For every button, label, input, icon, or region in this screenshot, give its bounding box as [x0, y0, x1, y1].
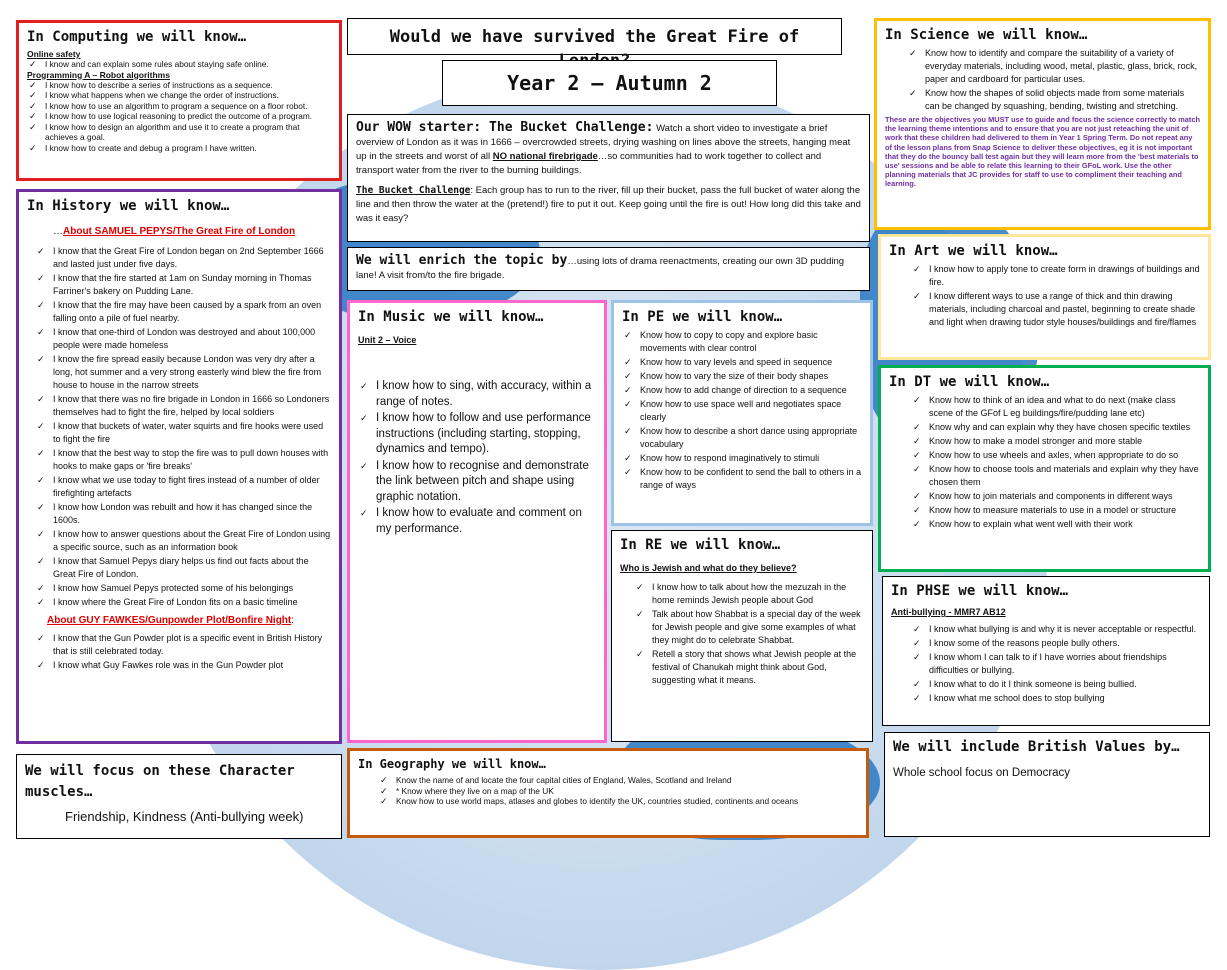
- list-item: ✓ * Know where they live on a map of the UK: [378, 786, 858, 797]
- list-item: ✓ I know different ways to use a range of thick and thin drawing materials, including charcoal and pastel, beginning to create shade and light when drawing tudor style houses/buildings and fire/flames: [911, 290, 1200, 329]
- history-heading: In History we will know…: [27, 198, 230, 214]
- re-box: [611, 530, 873, 742]
- list-item: ✓ I know and can explain some rules about staying safe online.: [27, 59, 331, 70]
- list-item: ✓ I know how to use an algorithm to program a sequence on a floor robot.: [27, 101, 331, 112]
- list-item: ✓ Know how to join materials and components in different ways: [911, 490, 1200, 503]
- list-item: ✓ Know how to think of an idea and what to do next (make class scene of the GFof L eg buildings/fire/pudding lane etc): [911, 394, 1200, 420]
- list-item: ✓ I know how to use logical reasoning to predict the outcome of a program.: [27, 111, 331, 122]
- geography-list: [378, 775, 858, 807]
- phse-list: [911, 623, 1201, 705]
- geography-heading: In Geography we will know…: [358, 757, 546, 771]
- list-item: ✓ Talk about how Shabbat is a special day of the week for Jewish people and give some examples of what they might do to celebrate Shabbat.: [634, 608, 864, 647]
- list-item: ✓ I know how to evaluate and comment on my performance.: [358, 506, 596, 537]
- character-text: Friendship, Kindness (Anti-bullying week): [65, 809, 304, 824]
- list-item: ✓ Retell a story that shows what Jewish people at the festival of Chanukah might think about God, suggesting what it means.: [634, 648, 864, 687]
- list-item: ✓ Know why and can explain why they have chosen specific textiles: [911, 421, 1200, 434]
- list-item: ✓ I know what bullying is and why it is never acceptable or respectful.: [911, 623, 1201, 636]
- list-item: ✓ I know that the fire may have been caused by a spark from an oven falling onto a pile of fuel nearby.: [35, 299, 331, 325]
- art-heading: In Art we will know…: [889, 243, 1058, 259]
- geography-box: [347, 748, 869, 838]
- wow-text-bold: NO national firebrigade: [492, 151, 598, 162]
- list-item: ✓ I know how to sing, with accuracy, within a range of notes.: [358, 379, 596, 410]
- history-box: [16, 189, 342, 744]
- list-item: ✓ Know how to make a model stronger and more stable: [911, 435, 1200, 448]
- list-item: ✓ Know how to vary the size of their body shapes: [622, 370, 862, 383]
- science-list: [907, 47, 1200, 113]
- list-item: ✓ Know how to describe a short dance using appropriate vocabulary: [622, 425, 862, 451]
- list-item: ✓ Know how to explain what went well with their work: [911, 518, 1200, 531]
- music-sub: Unit 2 – Voice: [358, 335, 417, 345]
- history-list-1: [35, 245, 331, 609]
- list-item: ✓ Know the name of and locate the four capital cities of England, Wales, Scotland and Ireland: [378, 775, 858, 786]
- wow-heading: Our WOW starter: The Bucket Challenge:: [356, 120, 654, 135]
- list-item: ✓ Know how to measure materials to use in a model or structure: [911, 504, 1200, 517]
- list-item: ✓ I know what we use today to fight fires instead of a number of older firefighting artefacts: [35, 474, 331, 500]
- music-box: [347, 300, 607, 743]
- list-item: ✓ Know how the shapes of solid objects made from some materials can be changed by squashing, bending, twisting and stretching.: [907, 87, 1200, 113]
- list-item: ✓ I know where the Great Fire of London fits on a basic timeline: [35, 596, 331, 609]
- list-item: ✓ Know how to respond imaginatively to stimuli: [622, 452, 862, 465]
- re-list: [634, 581, 864, 687]
- list-item: ✓ Know how to use wheels and axles, when appropriate to do so: [911, 449, 1200, 462]
- list-item: ✓ I know how to follow and use performance instructions (including starting, stopping, dynamics and tempo).: [358, 411, 596, 458]
- british-values-box: [884, 732, 1210, 837]
- dt-list: [911, 394, 1200, 531]
- list-item: ✓ Know how to vary levels and speed in sequence: [622, 356, 862, 369]
- list-item: ✓ I know how to design an algorithm and use it to create a program that achieves a goal.: [27, 122, 331, 143]
- list-item: ✓ I know that the Gun Powder plot is a specific event in British History that is still celebrated today.: [35, 632, 331, 658]
- list-item: ✓ Know how to use world maps, atlases and globes to identify the UK, countries studied, continents and oceans: [378, 796, 858, 807]
- history-list-2: [35, 632, 331, 672]
- list-item: ✓ I know that one-third of London was destroyed and about 100,000 people were made homeless: [35, 326, 331, 352]
- pe-heading: In PE we will know…: [622, 309, 783, 325]
- list-item: ✓ I know how to apply tone to create form in drawings of buildings and fire.: [911, 263, 1200, 289]
- computing-heading: In Computing we will know…: [27, 29, 247, 45]
- phse-sub: Anti-bullying - MMR7 AB12: [891, 607, 1006, 617]
- phse-heading: In PHSE we will know…: [891, 583, 1069, 599]
- list-item: ✓ I know what Guy Fawkes role was in the Gun Powder plot: [35, 659, 331, 672]
- list-item: ✓ I know that there was no fire brigade in London in 1666 so Londoners themselves had to fight the fire, helped by local soldiers: [35, 393, 331, 419]
- wow-box: [347, 114, 870, 242]
- list-item: ✓ I know that the best way to stop the fire was to pull down houses with hooks to make gaps or 'fire breaks': [35, 447, 331, 473]
- list-item: ✓ I know how Samuel Pepys protected some of his belongings: [35, 582, 331, 595]
- list-item: ✓ I know some of the reasons people bully others.: [911, 637, 1201, 650]
- enrich-box: [347, 247, 870, 291]
- history-sub-fawkes: About GUY FAWKES/Gunpowder Plot/Bonfire Night: [47, 615, 292, 626]
- science-box: [874, 18, 1211, 230]
- wow-text-2: : Each group has to run to the river, fill up their bucket, pass the full bucket of water along the line and then throw the water at the (pretend!) fire to put it out. Keep going until the fire is out! How long did this take and was it easy?: [356, 185, 861, 224]
- re-heading: In RE we will know…: [620, 537, 781, 553]
- british-values-heading: We will include British Values by…: [893, 739, 1180, 755]
- list-item: ✓ Know how to use space well and negotiates space clearly: [622, 398, 862, 424]
- enrich-text: …using lots of drama reenactments, creating our own 3D pudding lane! A visit from/to the fire brigade.: [356, 256, 845, 281]
- dt-heading: In DT we will know…: [889, 374, 1050, 390]
- art-list: [911, 263, 1200, 329]
- wow-text-1: Watch a short video to investigate a brief overview of London as it was in 1666 – overcrowded streets, drying washing on lines above the streets, hanging meat up in the streets and worst of all: [356, 123, 851, 162]
- wow-text-1-end: …so communities had to work together to collect and transport water from the river to the burning buildings.: [356, 151, 822, 176]
- list-item: ✓ I know how to recognise and demonstrate the link between pitch and shape using graphic notation.: [358, 459, 596, 506]
- music-list: [358, 379, 596, 537]
- dt-box: [878, 365, 1211, 572]
- pe-list: [622, 329, 862, 492]
- list-item: ✓ Know how to copy to copy and explore basic movements with clear control: [622, 329, 862, 355]
- computing-list-1: [27, 59, 331, 70]
- art-box: [878, 234, 1211, 360]
- list-item: ✓ I know that buckets of water, water squirts and fire hooks were used to fight the fire: [35, 420, 331, 446]
- history-sub-pepys: About SAMUEL PEPYS/The Great Fire of London: [63, 226, 296, 237]
- list-item: ✓ Know how to add change of direction to a sequence: [622, 384, 862, 397]
- character-box: [16, 754, 342, 839]
- history-sub-prefix: …: [53, 226, 63, 237]
- phse-box: [882, 576, 1210, 726]
- history-sub-fawkes-colon: :: [291, 615, 295, 626]
- computing-list-2: [27, 80, 331, 154]
- list-item: ✓ I know whom I can talk to if I have worries about friendships difficulties or bullying.: [911, 651, 1201, 677]
- list-item: ✓ Know how to choose tools and materials and explain why they have chosen them: [911, 463, 1200, 489]
- re-sub: Who is Jewish and what do they believe?: [620, 563, 797, 573]
- list-item: ✓ I know how to describe a series of instructions as a sequence.: [27, 80, 331, 91]
- enrich-heading: We will enrich the topic by: [356, 253, 568, 268]
- computing-box: [16, 20, 342, 181]
- list-item: ✓ I know that the fire started at 1am on Sunday morning in Thomas Farriner's bakery on Pudding Lane.: [35, 272, 331, 298]
- pe-box: [611, 300, 873, 526]
- list-item: ✓ I know the fire spread easily because London was very dry after a long, hot summer and a very strong easterly wind blew the fire from house to house in the narrow streets: [35, 353, 331, 392]
- british-values-text: Whole school focus on Democracy: [893, 767, 1071, 779]
- list-item: ✓ Know how to be confident to send the ball to others in a range of ways: [622, 466, 862, 492]
- character-heading: We will focus on these Character muscles…: [25, 763, 295, 800]
- bucket-challenge-label: The Bucket Challenge: [356, 185, 471, 196]
- science-note: These are the objectives you MUST use to guide and focus the science correctly to match the learning theme intentions and to ensure that you are not just reteaching the unit of work that these children had delivered to them in Year 1 Spring Term. Do not repeat any of the lesson plans from Snap Science to deliver these objectives, eg it is not important that they do the bouncy ball test again but they will learn more from the 'best materials to use' sessions and be able to relate this learning to their GFoL work. Use the other planning materials that JC provides for staff to use to compliment their teaching and learning.: [885, 115, 1201, 189]
- list-item: ✓ I know that Samuel Pepys diary helps us find out facts about the Great Fire of London.: [35, 555, 331, 581]
- list-item: ✓ I know how to talk about how the mezuzah in the home reminds Jewish people about God: [634, 581, 864, 607]
- list-item: ✓ I know that the Great Fire of London began on 2nd September 1666 and lasted just under five days.: [35, 245, 331, 271]
- list-item: ✓ I know how to create and debug a program I have written.: [27, 143, 331, 154]
- page-title: Would we have survived the Great Fire of: [347, 18, 842, 55]
- list-item: ✓ I know what happens when we change the order of instructions.: [27, 90, 331, 101]
- list-item: ✓ I know how to answer questions about the Great Fire of London using a specific source, such as an information book: [35, 528, 331, 554]
- computing-sub-online: Online safety: [27, 49, 81, 59]
- music-heading: In Music we will know…: [358, 309, 544, 325]
- computing-sub-programming: Programming A – Robot algorithms: [27, 69, 170, 80]
- science-heading: In Science we will know…: [885, 27, 1088, 43]
- list-item: ✓ I know what me school does to stop bullying: [911, 692, 1201, 705]
- list-item: ✓ I know what to do it I think someone is being bullied.: [911, 678, 1201, 691]
- page-subtitle: Year 2 – Autumn 2: [442, 60, 777, 106]
- list-item: ✓ Know how to identify and compare the suitability of a variety of everyday materials, including wood, metal, plastic, glass, brick, rock, paper and cardboard for particular uses.: [907, 47, 1200, 86]
- list-item: ✓ I know how London was rebuilt and how it has changed since the 1600s.: [35, 501, 331, 527]
